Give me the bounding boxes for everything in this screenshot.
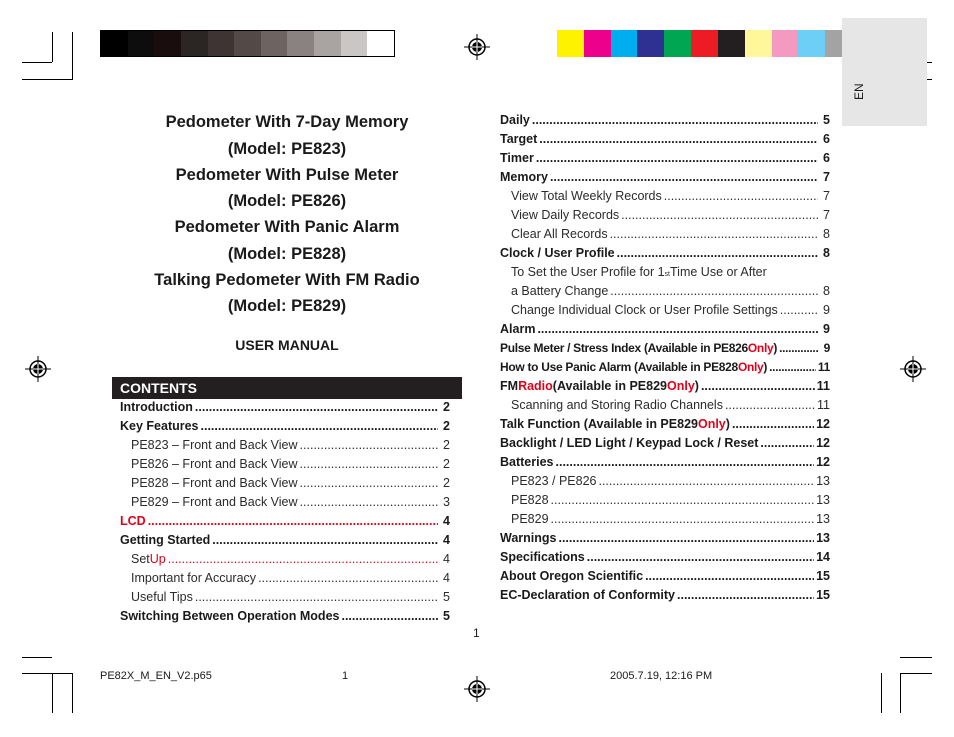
title-line: Pedometer With Panic Alarm — [174, 218, 400, 236]
toc-page: 12 — [816, 455, 830, 469]
color-swatch — [611, 30, 638, 57]
toc-page: 4 — [443, 514, 450, 528]
toc-entry[interactable] — [500, 396, 830, 415]
toc-entry[interactable] — [120, 455, 450, 474]
toc-page: 12 — [816, 436, 830, 450]
toc-label: Switching Between Operation Modes — [120, 609, 340, 623]
grayscale-bar — [100, 30, 395, 57]
toc-label: PE823 – Front and Back View — [131, 438, 298, 452]
toc-entry[interactable] — [500, 491, 830, 510]
toc-page: 13 — [816, 531, 830, 545]
toc-label: Getting Started — [120, 533, 211, 547]
toc-entry[interactable] — [120, 474, 450, 493]
toc-label: (Available in PE829 — [552, 379, 667, 393]
toc-label: Backlight / LED Light / Keypad Lock / Reset — [500, 436, 759, 450]
toc-page: 7 — [823, 189, 830, 203]
title-line: (Model: PE826) — [227, 192, 347, 210]
toc-page: 11 — [816, 379, 830, 393]
toc-page: 6 — [823, 151, 830, 165]
toc-page: 11 — [817, 360, 830, 374]
toc-entry[interactable] — [500, 187, 830, 206]
toc-label: About Oregon Scientific — [500, 569, 644, 583]
toc-label: ) — [763, 360, 768, 374]
toc-label: PE829 – Front and Back View — [131, 495, 298, 509]
toc-entry[interactable] — [500, 301, 830, 320]
title-line: Talking Pedometer With FM Radio — [154, 271, 420, 289]
toc-page: 7 — [823, 208, 830, 222]
title-line: (Model: PE829) — [227, 297, 347, 315]
toc-entry[interactable] — [500, 567, 830, 586]
toc-label: ) — [694, 379, 699, 393]
toc-page: 3 — [443, 495, 450, 509]
toc-label: To Set the User Profile for 1 — [511, 265, 665, 279]
toc-label-highlight: Only — [737, 360, 764, 374]
crop-mark — [52, 32, 53, 62]
toc-label: PE829 — [511, 512, 549, 526]
toc-left — [120, 398, 450, 626]
toc-label: Talk Function (Available in PE829 — [500, 417, 698, 431]
toc-page: 2 — [443, 457, 450, 471]
gray-swatch — [101, 31, 128, 56]
toc-label-superscript: st — [664, 271, 670, 278]
toc-label: Key Features — [120, 419, 199, 433]
toc-entry[interactable] — [500, 453, 830, 472]
crop-mark — [22, 62, 52, 63]
gray-swatch — [234, 31, 261, 56]
toc-entry[interactable] — [120, 398, 450, 417]
gray-swatch — [154, 31, 181, 56]
crop-mark — [881, 673, 882, 713]
toc-page: 13 — [816, 512, 830, 526]
toc-page: 14 — [816, 550, 830, 564]
language-tab — [842, 18, 927, 126]
color-swatch — [745, 30, 772, 57]
gray-swatch — [287, 31, 314, 56]
toc-page: 5 — [443, 609, 450, 623]
toc-page: 8 — [823, 246, 830, 260]
toc-label: View Total Weekly Records — [511, 189, 662, 203]
toc-entry[interactable] — [120, 550, 450, 569]
toc-entry[interactable] — [500, 130, 830, 149]
crop-mark — [900, 673, 932, 674]
toc-label: Change Individual Clock or User Profile Settings — [511, 303, 778, 317]
crop-mark — [52, 673, 53, 713]
document-subtitle: USER MANUAL — [235, 337, 339, 353]
toc-page: 12 — [816, 417, 830, 431]
title-line: (Model: PE823) — [227, 140, 347, 158]
toc-page: 5 — [443, 590, 450, 604]
color-bar — [557, 30, 852, 57]
gray-swatch — [181, 31, 208, 56]
footer-filename: PE82X_M_EN_V2.p65 — [100, 670, 212, 682]
toc-label: Target — [500, 132, 538, 146]
toc-page: 9 — [823, 322, 830, 336]
toc-label: Scanning and Storing Radio Channels — [511, 398, 723, 412]
toc-page: 15 — [816, 588, 830, 602]
toc-entry[interactable] — [500, 244, 830, 263]
toc-entry[interactable] — [500, 529, 830, 548]
toc-entry[interactable] — [120, 436, 450, 455]
toc-entry[interactable] — [500, 510, 830, 529]
toc-page: 4 — [443, 533, 450, 547]
gray-swatch — [208, 31, 235, 56]
toc-label: ) — [725, 417, 730, 431]
crop-mark — [900, 657, 932, 658]
toc-entry[interactable] — [500, 358, 830, 377]
toc-label: Specifications — [500, 550, 585, 564]
toc-label: a Battery Change — [511, 284, 609, 298]
color-swatch — [691, 30, 718, 57]
toc-label: Clock / User Profile — [500, 246, 615, 260]
toc-entry[interactable] — [500, 548, 830, 567]
toc-entry[interactable] — [120, 588, 450, 607]
toc-page: 13 — [816, 493, 830, 507]
toc-page: 8 — [823, 227, 830, 241]
toc-page: 2 — [443, 476, 450, 490]
toc-page: 4 — [443, 552, 450, 566]
language-tab-label: EN — [852, 83, 866, 100]
toc-label-highlight: Up — [149, 552, 166, 566]
toc-label: PE823 / PE826 — [511, 474, 597, 488]
crop-mark — [22, 79, 72, 80]
title-line: (Model: PE828) — [227, 245, 347, 263]
toc-label: Warnings — [500, 531, 557, 545]
toc-label: Alarm — [500, 322, 536, 336]
toc-label: Memory — [500, 170, 548, 184]
toc-entry[interactable] — [500, 282, 830, 301]
toc-label: LCD — [120, 514, 146, 528]
toc-entry[interactable] — [500, 263, 830, 282]
toc-label: Introduction — [120, 400, 193, 414]
toc-label: PE828 – Front and Back View — [131, 476, 298, 490]
toc-entry[interactable] — [500, 415, 830, 434]
toc-label: PE826 – Front and Back View — [131, 457, 298, 471]
toc-entry[interactable] — [500, 339, 830, 358]
color-swatch — [718, 30, 745, 57]
gray-swatch — [367, 31, 394, 56]
toc-page: 15 — [816, 569, 830, 583]
toc-page: 6 — [823, 132, 830, 146]
toc-entry[interactable] — [500, 434, 830, 453]
footer-timestamp: 2005.7.19, 12:16 PM — [610, 670, 713, 682]
toc-entry[interactable] — [120, 493, 450, 512]
toc-page: 5 — [823, 113, 830, 127]
toc-page: 9 — [823, 303, 830, 317]
toc-entry[interactable] — [500, 586, 830, 605]
toc-page: 9 — [823, 341, 830, 355]
toc-entry[interactable] — [500, 111, 830, 130]
color-swatch — [664, 30, 691, 57]
toc-entry[interactable] — [500, 225, 830, 244]
toc-entry[interactable] — [500, 472, 830, 491]
toc-page: 11 — [817, 398, 830, 412]
page-number: 1 — [473, 626, 480, 640]
toc-label: View Daily Records — [511, 208, 620, 222]
toc-entry[interactable] — [500, 206, 830, 225]
title-line: Pedometer With 7-Day Memory — [165, 113, 409, 131]
gray-swatch — [128, 31, 155, 56]
toc-label: Timer — [500, 151, 534, 165]
gray-swatch — [341, 31, 368, 56]
color-swatch — [798, 30, 825, 57]
toc-label-highlight: Radio — [518, 379, 553, 393]
color-swatch — [557, 30, 584, 57]
registration-mark-icon — [464, 34, 490, 60]
toc-entry[interactable] — [120, 531, 450, 550]
toc-label: Pulse Meter / Stress Index (Available in PE826 — [500, 341, 748, 355]
toc-label: Batteries — [500, 455, 554, 469]
toc-entry[interactable] — [500, 168, 830, 187]
toc-label: Set — [131, 552, 150, 566]
crop-mark — [900, 673, 901, 713]
toc-label: How to Use Panic Alarm (Available in PE828 — [500, 360, 738, 374]
toc-entry[interactable] — [120, 569, 450, 588]
crop-mark — [72, 32, 73, 80]
crop-mark — [22, 673, 72, 674]
gray-swatch — [314, 31, 341, 56]
toc-entry[interactable] — [500, 149, 830, 168]
crop-mark — [72, 673, 73, 713]
toc-page: 8 — [823, 284, 830, 298]
toc-page: 2 — [443, 400, 450, 414]
toc-label: FM — [500, 379, 519, 393]
toc-page: 4 — [443, 571, 450, 585]
toc-right — [500, 111, 830, 605]
toc-label: PE828 — [511, 493, 549, 507]
footer-page: 1 — [342, 670, 349, 682]
toc-label: Time Use or After — [670, 265, 767, 279]
contents-heading: CONTENTS — [112, 377, 462, 399]
title-line: Pedometer With Pulse Meter — [175, 166, 399, 184]
color-swatch — [772, 30, 799, 57]
toc-label-highlight: Only — [697, 417, 726, 431]
toc-label: EC-Declaration of Conformity — [500, 588, 676, 602]
toc-page: 7 — [823, 170, 830, 184]
registration-mark-icon — [25, 356, 51, 382]
toc-page: 2 — [443, 419, 450, 433]
color-swatch — [637, 30, 664, 57]
crop-mark — [22, 657, 52, 658]
color-swatch — [584, 30, 611, 57]
toc-label: Useful Tips — [131, 590, 193, 604]
registration-mark-icon — [900, 356, 926, 382]
toc-label: Daily — [500, 113, 530, 127]
toc-entry[interactable] — [500, 377, 830, 396]
gray-swatch — [261, 31, 288, 56]
toc-label-highlight: Only — [666, 379, 695, 393]
toc-label: ) — [773, 341, 778, 355]
toc-label-highlight: Only — [747, 341, 774, 355]
toc-entry[interactable] — [500, 320, 830, 339]
toc-entry[interactable] — [120, 512, 450, 531]
toc-page: 2 — [443, 438, 450, 452]
toc-entry[interactable] — [120, 607, 450, 626]
toc-page: 13 — [816, 474, 830, 488]
toc-label: Important for Accuracy — [131, 571, 257, 585]
toc-entry[interactable] — [120, 417, 450, 436]
registration-mark-icon — [464, 676, 490, 702]
toc-label: Clear All Records — [511, 227, 608, 241]
